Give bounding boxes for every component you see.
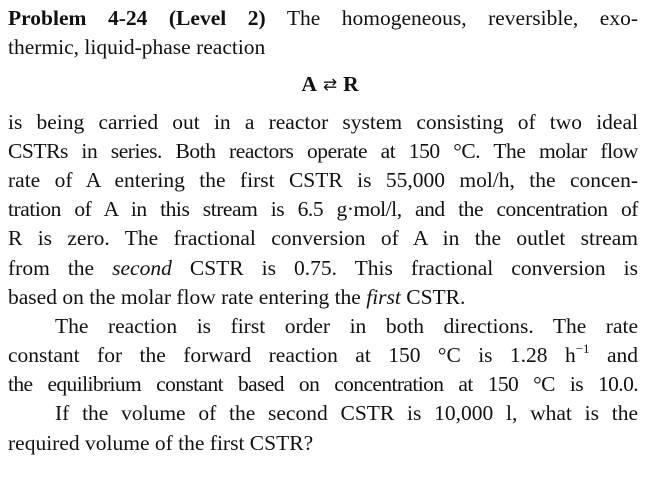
reaction-equation [8,70,638,99]
intro-text: The homogeneous, reversible, exo- [286,6,638,30]
reversible-arrow-icon: ⇄ [322,75,338,96]
paragraph-1-line-7 [8,283,638,312]
intro-line-2: thermic, liquid-phase reaction [8,35,266,60]
paragraph-2-line-1: The reaction is first order in both directions. The rate [55,313,638,338]
paragraph-1-line-6 [8,254,638,283]
text-run: from the [8,255,113,280]
paragraph-1-line-3: rate of A entering the first CSTR is 55,000 mol/h, the concen- [8,167,638,192]
paragraph-1-line-2: CSTRs in series. Both reactors operate at 150 °C. The molar flow [8,138,638,163]
problem-heading: Problem 4-24 (Level 2) [8,6,266,30]
product: R [343,72,359,97]
reactant: A [301,72,317,97]
text-run: and [589,343,639,368]
problem-text [8,4,638,458]
text-run: constant for the forward reaction at 150 °C is 1.28 h [8,343,576,368]
paragraph-3-line-1: If the volume of the second CSTR is 10,000 l, what is the [55,401,638,426]
emphasis-first: first [366,284,401,309]
paragraph-2-line-3: the equilibrium constant based on concentration at 150 °C is 10.0. [8,372,638,397]
paragraph-1-line-1: is being carried out in a reactor system consisting of two ideal [8,109,638,134]
paragraph-1-line-4: tration of A in this stream is 6.5 g·mol/l, and the concentration of [8,197,638,222]
paragraph-2-line-2 [8,341,638,370]
superscript: −1 [575,341,590,357]
text-run: CSTR. [400,284,466,309]
text-run: CSTR is 0.75. This fractional conversion is [171,255,639,280]
problem-heading-line [8,4,638,33]
emphasis-second: second [112,255,172,280]
paragraph-1-line-5: R is zero. The fractional conversion of A in the outlet stream [8,226,638,251]
paragraph-3-line-2: required volume of the first CSTR? [8,430,314,455]
text-run: based on the molar flow rate entering the [8,284,367,309]
